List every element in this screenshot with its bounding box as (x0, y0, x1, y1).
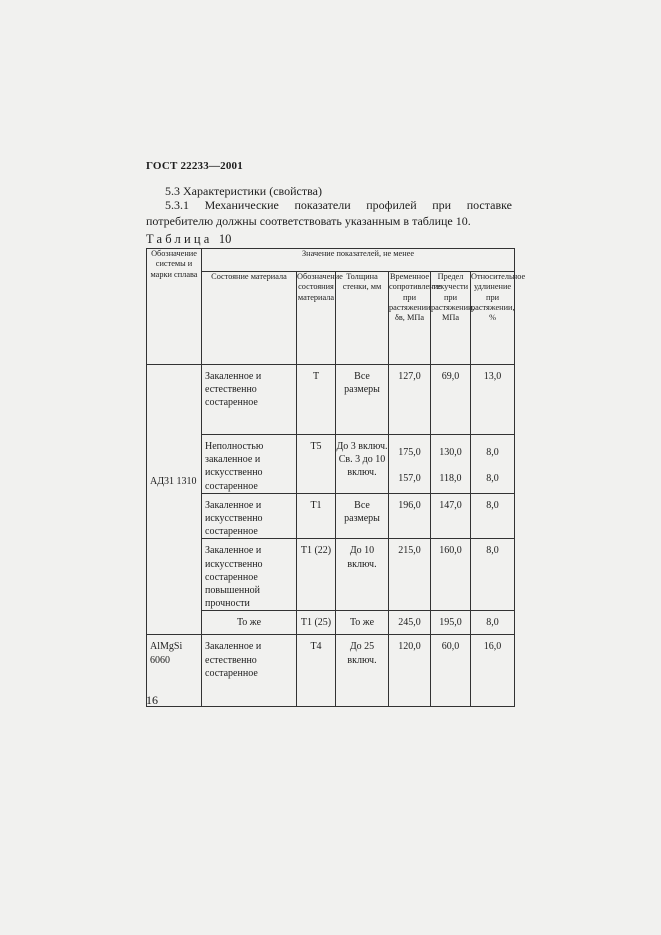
elongation-b: 8,0 (486, 473, 499, 484)
header-yield: Предел текучести при растяжении, МПа (431, 272, 471, 365)
tensile-cell (389, 435, 431, 494)
tensile-cell: 245,0 (389, 611, 431, 635)
designation-cell: T1 (25) (297, 611, 336, 635)
paragraph-text: 5.3.1 Механические показатели профилей при поставке потребителю должны соответствовать указанным в таблице 10. (146, 198, 512, 228)
table-row (147, 365, 515, 435)
designation-cell: T1 (22) (297, 539, 336, 611)
state-cell: Закаленное и естественно состаренное (202, 635, 297, 707)
table-header-row (147, 249, 515, 272)
state-cell: Закаленное и естественно состаренное (202, 365, 297, 435)
header-state: Состояние материала (202, 272, 297, 365)
designation-cell: T5 (297, 435, 336, 494)
elongation-cell: 8,0 (471, 539, 515, 611)
yield-a: 130,0 (439, 447, 462, 458)
document-code: ГОСТ 22233—2001 (146, 160, 243, 172)
alloy-cell: AlMgSi 6060 (147, 635, 202, 707)
state-cell: То же (202, 611, 297, 635)
header-alloy: Обозначение системы и марки сплава (147, 249, 202, 365)
table-caption-number: 10 (218, 232, 232, 246)
designation-cell: T1 (297, 493, 336, 539)
yield-cell: 195,0 (431, 611, 471, 635)
header-tensile: Временное сопротивление при растяжении δв, МПа (389, 272, 431, 365)
tensile-b: 157,0 (398, 473, 421, 484)
tensile-cell: 127,0 (389, 365, 431, 435)
table-subheader-row (147, 272, 515, 365)
table-row (147, 635, 515, 707)
thickness-cell: То же (336, 611, 389, 635)
elongation-a: 8,0 (486, 447, 499, 458)
yield-cell: 60,0 (431, 635, 471, 707)
yield-cell (431, 435, 471, 494)
yield-cell: 147,0 (431, 493, 471, 539)
alloy-cell: АД31 1310 (147, 365, 202, 635)
yield-cell: 69,0 (431, 365, 471, 435)
elongation-cell: 13,0 (471, 365, 515, 435)
tensile-cell: 196,0 (389, 493, 431, 539)
thickness-cell (336, 435, 389, 494)
tensile-cell: 215,0 (389, 539, 431, 611)
table-row (147, 539, 515, 611)
table-row (147, 611, 515, 635)
table-row (147, 435, 515, 494)
section-heading: 5.3 Характеристики (свойства) (165, 184, 322, 198)
tensile-cell: 120,0 (389, 635, 431, 707)
thickness-cell: До 10 включ. (336, 539, 389, 611)
designation-cell: T4 (297, 635, 336, 707)
page-number: 16 (146, 693, 158, 707)
section-paragraph (146, 197, 512, 229)
mechanical-properties-table (146, 248, 526, 707)
header-elongation: Относительное удлинение при растяжении, % (471, 272, 515, 365)
thickness-cell: До 25 включ. (336, 635, 389, 707)
state-cell: Закаленное и искусственно состаренное повышенной прочности (202, 539, 297, 611)
elongation-cell: 16,0 (471, 635, 515, 707)
table-caption-word: Таблица (146, 232, 213, 246)
thickness-cell: Все размеры (336, 493, 389, 539)
elongation-cell: 8,0 (471, 493, 515, 539)
elongation-cell (471, 435, 515, 494)
header-designation: Обозначение состояния материала (297, 272, 336, 365)
state-cell: Закаленное и искусственно состаренное (202, 493, 297, 539)
elongation-cell: 8,0 (471, 611, 515, 635)
thickness-b: Св. 3 до 10 включ. (338, 454, 386, 479)
tensile-a: 175,0 (398, 447, 421, 458)
yield-cell: 160,0 (431, 539, 471, 611)
header-group: Значение показателей, не менее (202, 249, 515, 272)
table-caption (146, 232, 231, 247)
state-cell: Неполностью закаленное и искусственно состаренное (202, 435, 297, 494)
table-row (147, 493, 515, 539)
designation-cell: T (297, 365, 336, 435)
thickness-cell: Все размеры (336, 365, 389, 435)
header-thickness: Толщина стенки, мм (336, 272, 389, 365)
thickness-a: До 3 включ. (336, 441, 388, 452)
yield-b: 118,0 (439, 473, 462, 484)
